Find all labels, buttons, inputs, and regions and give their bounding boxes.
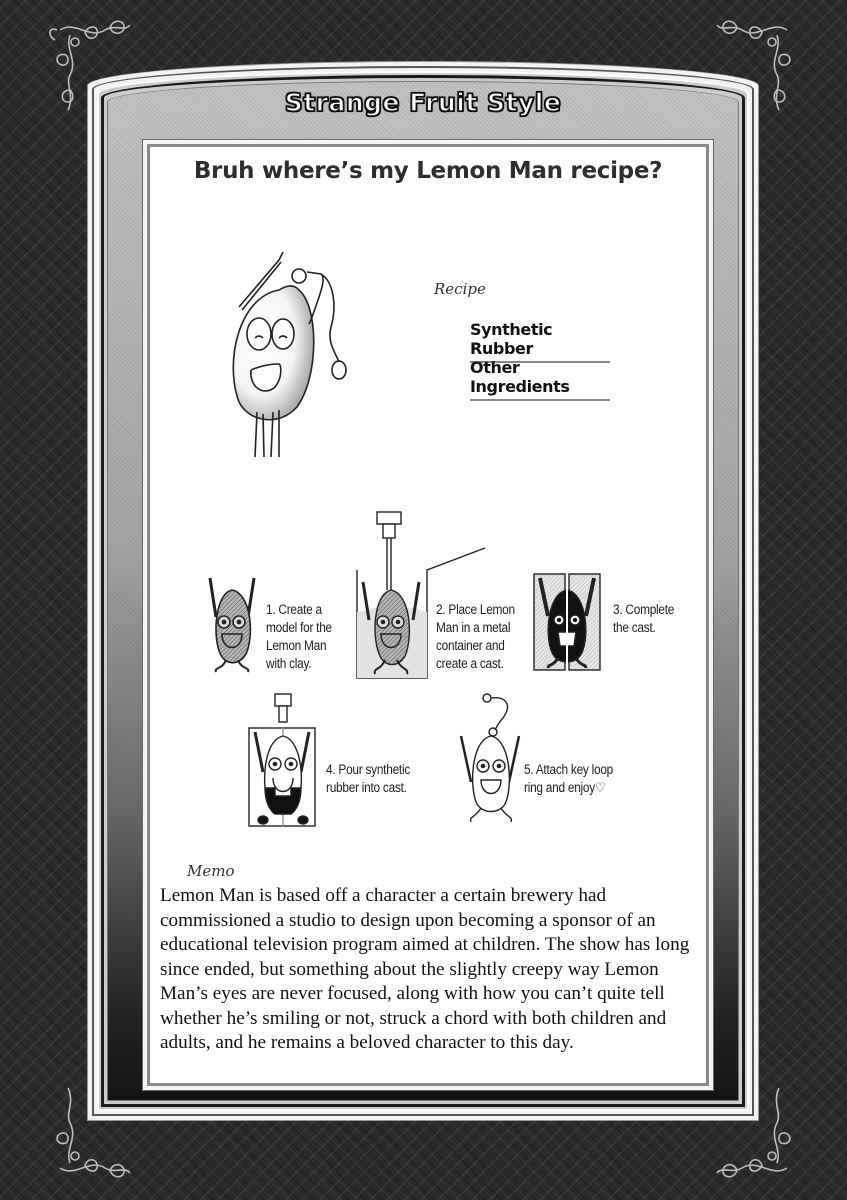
- step-4-text: 4. Pour synthetic rubber into cast.: [326, 762, 410, 795]
- step-4-pour-rubber-figure: [247, 692, 319, 828]
- memo-text: Lemon Man is based off a character a certain brewery had commissioned a studio to design upon becoming a sponsor of an educational television program aimed at children. The show has long since ended, but something about the slightly creepy way Lemon Man’s eyes are never focused, along with how you can’t quite tell whether he’s smiling or not, struck a chord with both children and adults, and he remains a beloved character to this day.: [160, 885, 690, 1053]
- step-1-clay-model-figure: [204, 572, 260, 677]
- page-title: Bruh where’s my Lemon Man recipe?: [193, 158, 663, 184]
- step-3-text: 3. Complete the cast.: [613, 602, 675, 635]
- recipe-label: Recipe: [434, 280, 486, 298]
- lemon-man-keychain-illustration: [209, 252, 349, 467]
- step-3-complete-cast-figure: [532, 572, 602, 672]
- content-panel: [143, 140, 713, 1090]
- step-5-text: 5. Attach key loop ring and enjoy♡: [524, 762, 614, 795]
- series-title: Strange Fruit Style: [284, 88, 562, 117]
- memo-label: Memo: [187, 862, 235, 880]
- ingredient-other: Other Ingredients: [470, 358, 610, 401]
- step-5-keychain-figure: [457, 692, 525, 828]
- step-2-text: 2. Place Lemon Man in a metal container and create a cast.: [436, 602, 515, 671]
- ingredient-synthetic-rubber: Synthetic Rubber: [470, 320, 610, 363]
- step-1-text: 1. Create a model for the Lemon Man with clay.: [266, 602, 332, 671]
